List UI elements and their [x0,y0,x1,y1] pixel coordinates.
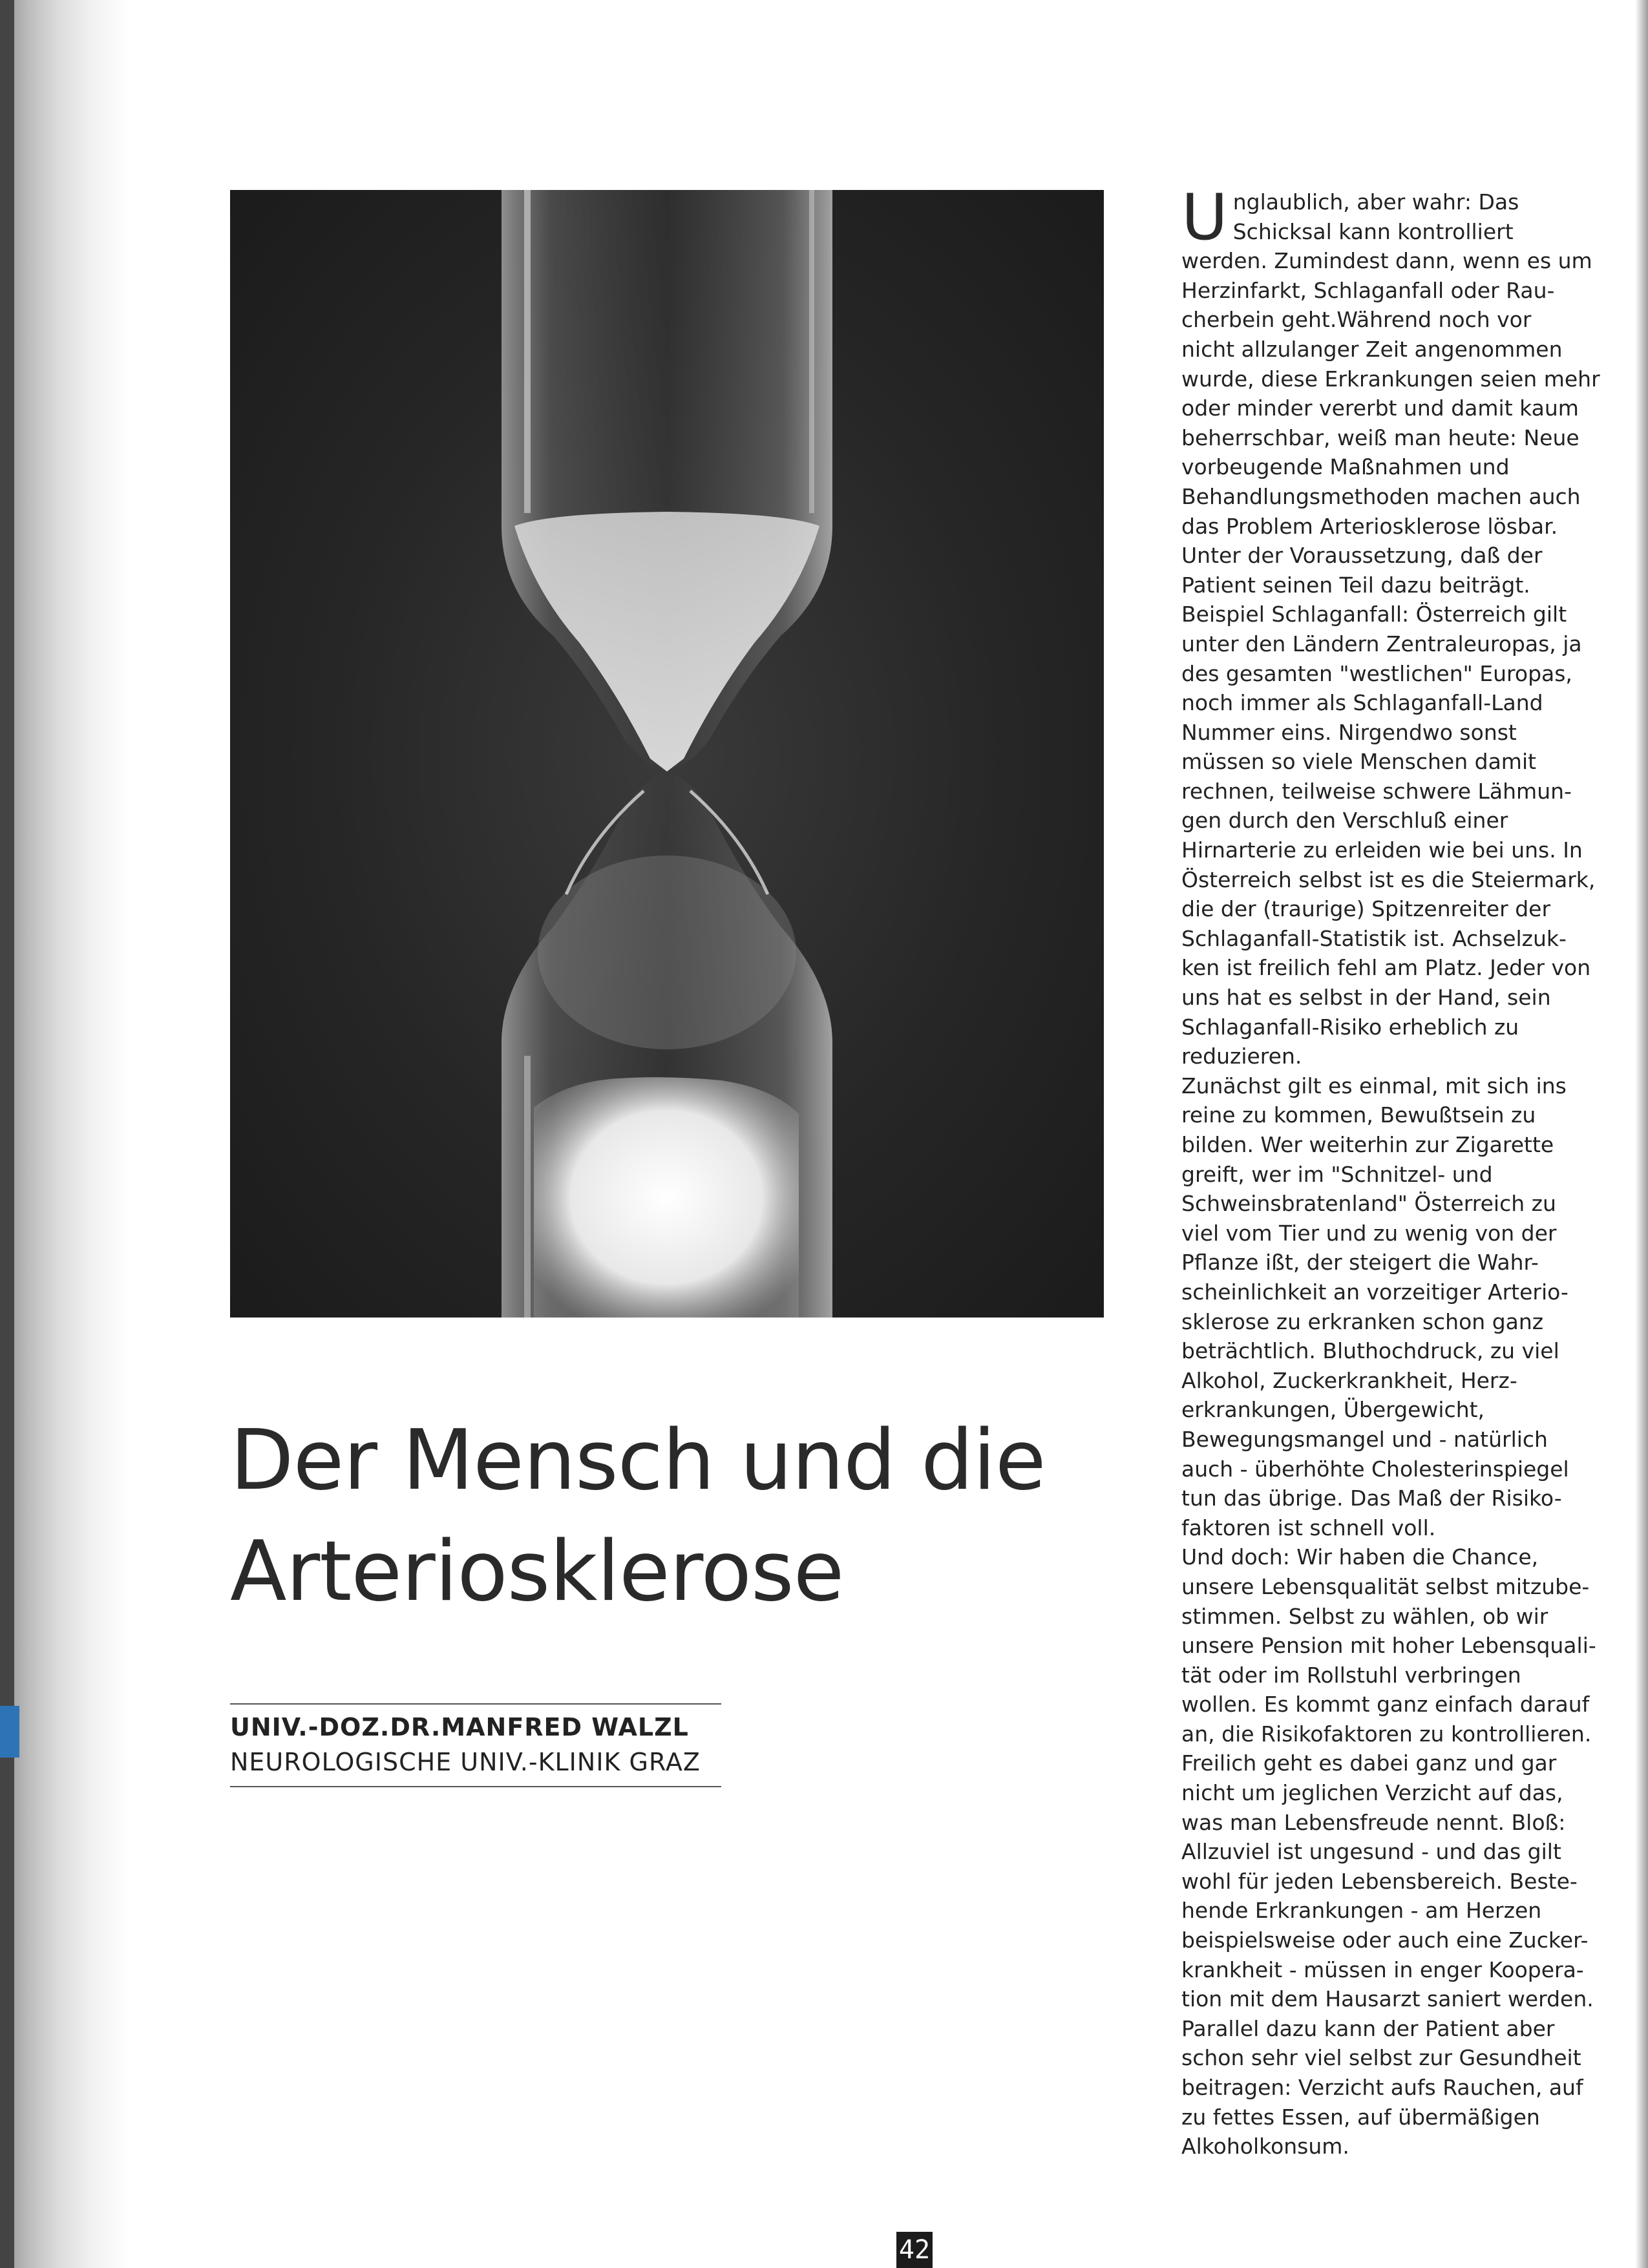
article-line: die der (traurige) Spitzenreiter der [1181,896,1551,922]
article-line: beträchtlich. Bluthochdruck, zu viel [1181,1338,1559,1364]
page-number: 42 [896,2232,933,2268]
article-line: Alkoholkonsum. [1181,2134,1349,2159]
article-line: beispielsweise oder auch eine Zucker- [1181,1927,1589,1953]
article-line: rechnen, teilweise schwere Lähmun- [1181,778,1572,804]
article-line: tun das übrige. Das Maß der Risiko- [1181,1486,1562,1511]
article-line: Schlaganfall-Statistik ist. Achselzuk- [1181,925,1567,951]
article-line: greift, wer im "Schnitzel- und [1181,1161,1493,1187]
article-title [230,1405,1135,1628]
author-name: UNIV.-DOZ.DR.MANFRED WALZL [230,1713,689,1741]
drop-cap: U [1181,181,1228,255]
article-line: uns hat es selbst in der Hand, sein [1181,985,1551,1011]
article-line: ken ist freilich fehl am Platz. Jeder von [1181,955,1591,981]
article-line: zu fettes Essen, auf übermäßigen [1181,2104,1540,2130]
article-line: Pflanze ißt, der steigert die Wahr- [1181,1250,1539,1276]
article-line: was man Lebensfreude nennt. Bloß: [1181,1809,1566,1835]
article-line: reduzieren. [1181,1044,1302,1069]
article-line: erkrankungen, Übergewicht, [1181,1397,1485,1423]
article-line: schon sehr viel selbst zur Gesundheit [1181,2045,1581,2071]
article-line: cherbein geht.Während noch vor [1181,307,1532,333]
article-line: Schweinsbratenland" Österreich zu [1181,1191,1556,1217]
article-line: des gesamten "westlichen" Europas, [1181,660,1572,686]
scan-binding-shadow [0,0,129,2268]
title-line-2: Arteriosklerose [230,1524,844,1620]
article-line: vorbeugende Maßnahmen und [1181,454,1510,480]
article-line: tät oder im Rollstuhl verbringen [1181,1662,1521,1688]
byline-rule-top [230,1703,721,1705]
article-line: faktoren ist schnell voll. [1181,1515,1436,1540]
article-line: müssen so viele Menschen damit [1181,749,1537,775]
article-line: Zunächst gilt es einmal, mit sich ins [1181,1073,1567,1098]
scan-page-edge [1635,0,1648,2268]
article-line: scheinlichkeit an vorzeitiger Arterio- [1181,1279,1569,1305]
hourglass-photo [230,190,1104,1318]
article-line: sklerose zu erkranken schon ganz [1181,1308,1544,1334]
article-line: wohl für jeden Lebensbereich. Beste- [1181,1868,1578,1894]
article-lines [1181,181,1600,2161]
article-line: Bewegungsmangel und - natürlich [1181,1426,1548,1452]
article-line: das Problem Arteriosklerose lösbar. [1181,513,1558,539]
article-line: Nummer eins. Nirgendwo sonst [1181,719,1517,745]
article-line: tion mit dem Hausarzt saniert werden. [1181,1986,1594,2012]
article-line: Schlaganfall-Risiko erheblich zu [1181,1014,1519,1040]
title-line-1: Der Mensch und die [230,1412,1046,1509]
article-line: Hirnarterie zu erleiden wie bei uns. In [1181,837,1583,863]
byline [230,1703,721,1787]
article-line: krankheit - müssen in enger Koopera- [1181,1957,1584,1982]
article-line: wollen. Es kommt ganz einfach darauf [1181,1692,1590,1717]
article-line: unsere Lebensqualität selbst mitzube- [1181,1573,1590,1599]
article-line: Unter der Voraussetzung, daß der [1181,543,1543,569]
article-line: bilden. Wer weiterhin zur Zigarette [1181,1132,1554,1157]
article-line: auch - überhöhte Cholesterinspiegel [1181,1456,1569,1482]
article-line: Freilich geht es dabei ganz und gar [1181,1750,1557,1776]
scan-color-marker [0,1706,19,1758]
article-line: Parallel dazu kann der Patient aber [1181,2015,1555,2041]
article-line: werden. Zumindest dann, wenn es um [1181,248,1592,274]
article-line: reine zu kommen, Bewußtsein zu [1181,1102,1536,1128]
article-line: Und doch: Wir haben die Chance, [1181,1544,1539,1570]
article-line: nicht um jeglichen Verzicht auf das, [1181,1780,1563,1806]
article-line: oder minder vererbt und damit kaum [1181,395,1579,421]
article-line: an, die Risikofaktoren zu kontrollieren. [1181,1721,1592,1747]
article-line: Alkohol, Zuckerkrankheit, Herz- [1181,1367,1517,1393]
article-body [1181,181,1600,2161]
article-line: nicht allzulanger Zeit angenommen [1181,336,1563,362]
article-line: Behandlungsmethoden machen auch [1181,483,1581,509]
article-line: viel vom Tier und zu wenig von der [1181,1220,1557,1246]
article-line: Österreich selbst ist es die Steiermark, [1181,866,1596,892]
article-line: unsere Pension mit hoher Lebensquali- [1181,1633,1596,1659]
article-line: unter den Ländern Zentraleuropas, ja [1181,631,1582,656]
article-line: Herzinfarkt, Schlaganfall oder Rau- [1181,277,1555,303]
article-line: noch immer als Schlaganfall-Land [1181,690,1543,716]
hourglass-icon [230,190,1104,1318]
article-line: stimmen. Selbst zu wählen, ob wir [1181,1603,1548,1629]
article-line: wurde, diese Erkrankungen seien mehr [1181,366,1600,392]
article-line: beherrschbar, weiß man heute: Neue [1181,425,1579,450]
article-line: hende Erkrankungen - am Herzen [1181,1898,1542,1924]
article-line: nglaublich, aber wahr: Das [1232,189,1519,215]
author-affiliation: NEUROLOGISCHE UNIV.-KLINIK GRAZ [230,1748,701,1776]
article-line: Schicksal kann kontrolliert [1232,218,1514,244]
byline-rule-bottom [230,1786,721,1787]
article-line: Beispiel Schlaganfall: Österreich gilt [1181,602,1567,627]
article-line: Allzuviel ist ungesund - und das gilt [1181,1839,1561,1865]
article-line: gen durch den Verschluß einer [1181,808,1508,834]
article-line: Patient seinen Teil dazu beiträgt. [1181,572,1530,598]
article-line: beitragen: Verzicht aufs Rauchen, auf [1181,2075,1583,2100]
scan-binding-edge [0,0,14,2268]
